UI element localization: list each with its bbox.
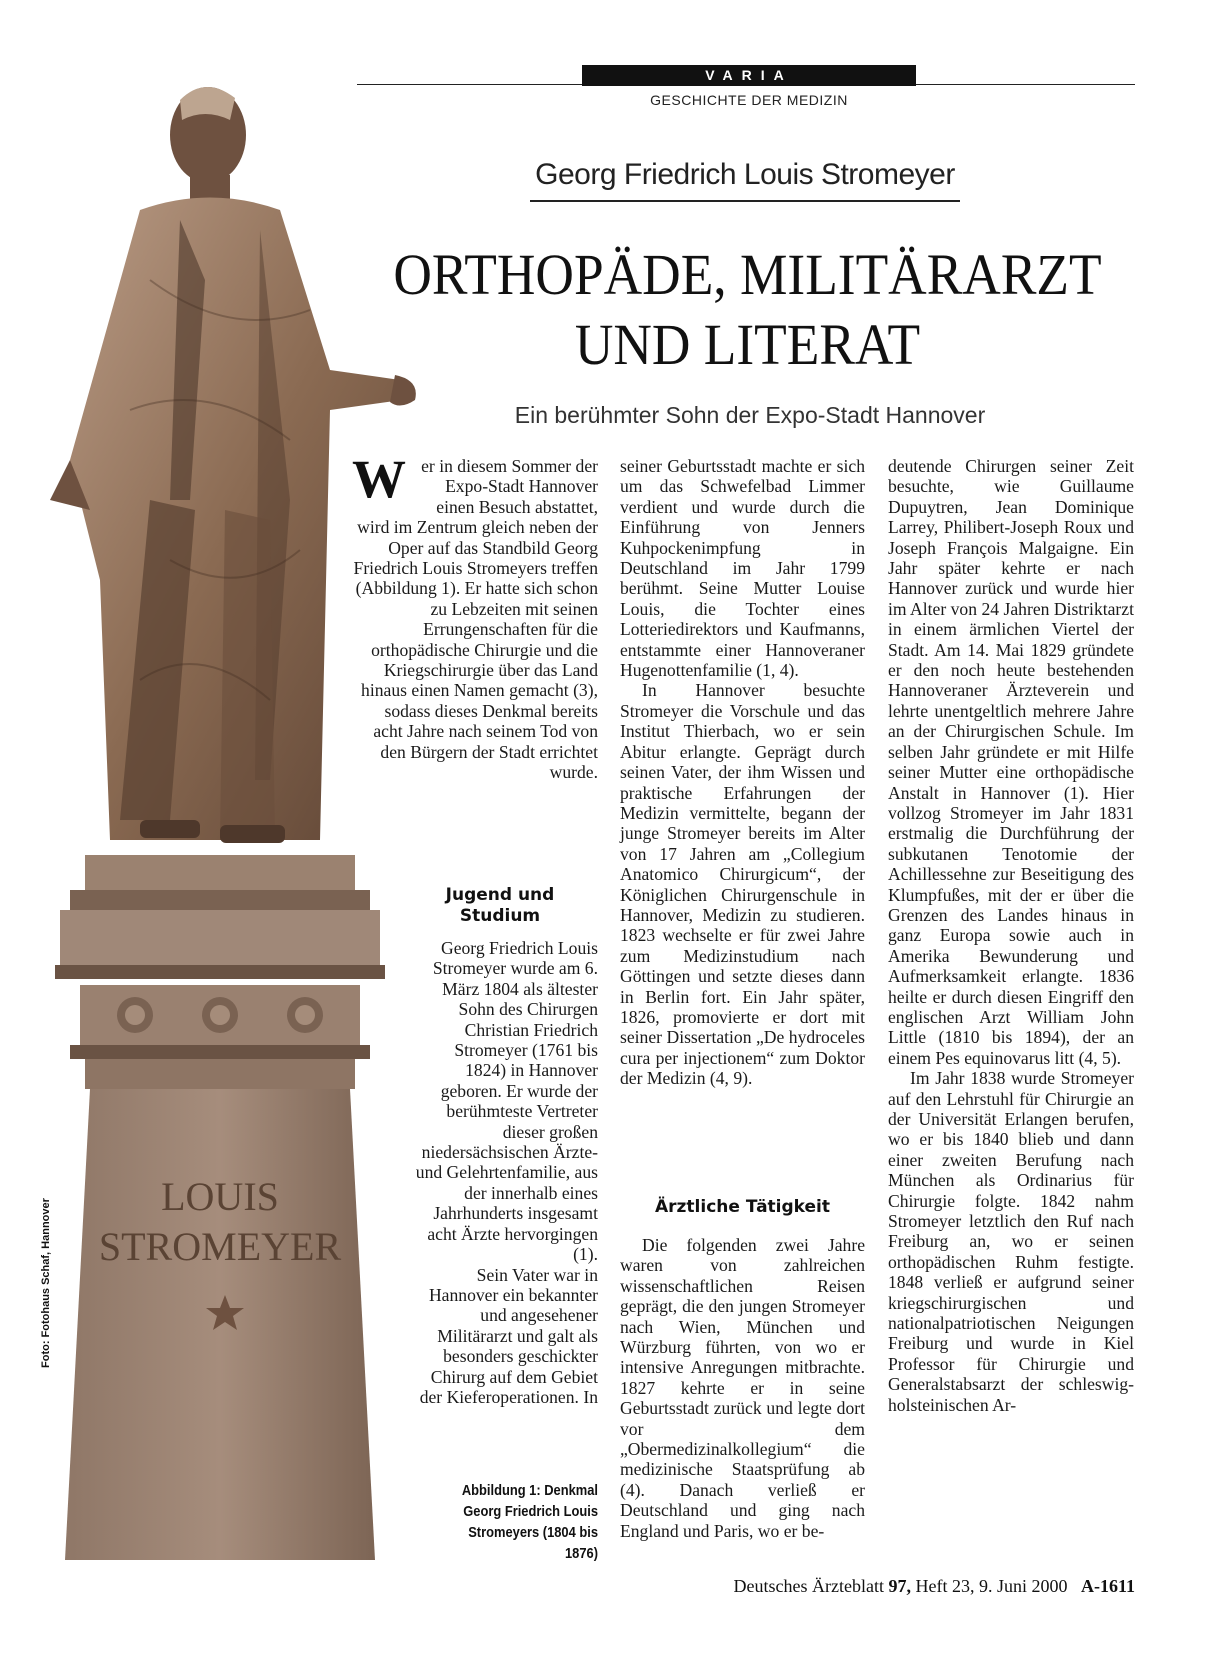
pedestal-inscription-line2: STROMEYER (98, 1224, 342, 1269)
paragraph: Sein Vater war in Hannover ein bekannter und angesehener Militärarzt und galt als besonders geschickter Chirurg auf dem Gebiet der Kieferoperationen. In (419, 1264, 598, 1407)
page-footer (600, 1576, 1135, 1597)
subheading-line-2: Studium (459, 906, 541, 926)
column-1-lower (410, 938, 598, 1407)
figure-caption: Abbildung 1: Denkmal Georg Friedrich Louis Stromeyers (1804 bis 1876) (461, 1482, 598, 1562)
journal-name: Deutsches Ärzteblatt (733, 1576, 884, 1596)
paragraph-text: er in diesem Sommer der Expo-Stadt Hannover einen Besuch abstattet, wird im Zentrum gleich neben der Oper auf das Standbild Georg Friedrich Louis Stromeyers treffen (Abbildung 1). Er hatte sich schon zu Lebzeiten mit seinen Errungenschaften für die orthopädische Chirurgie und die Kriegschirurgie über das Land hinaus einen Namen gemacht (3), sodass dieses Denkmal bereits acht Jahre nach seinem Tod von den Bürgern der Stadt errichtet wurde. (353, 456, 598, 783)
headline-line-2: UND LITERAT (574, 312, 921, 377)
paragraph: In Hannover besuchte Stromeyer die Vorschule und das Institut Thierbach, wo er sein Abitur erlangte. Geprägt durch seinen Vater, der ihm Wissen und praktische Erfahrungen der Medizin vermittelte, begann der junge Stromeyer bereits im Alter von 17 Jahren am „Collegium Anatomico Chirurgicum“, der Königlichen Chirurgenschule in Hannover, Medizin zu studieren. 1823 wechselte er für zwei Jahre zum Medizinstudium nach Göttingen und setzte dieses dann in Berlin fort. Ein Jahr später, 1826, promovierte er dort mit seiner Dissertation „De hydroceles cura per injectionem“ zum Doktor der Medizin (4, 9). (620, 680, 865, 1089)
column-1-intro (352, 449, 598, 783)
paragraph: Die folgenden zwei Jahre waren von zahlreichen wissenschaftlichen Reisen geprägt, die den jungen Stromeyer nach Wien, München und Würzburg führten, von wo er intensive Anregungen mitbrachte. 1827 kehrte er in seine Geburtsstadt zurück und legte dort vor dem „Obermedizinalkollegium“ die medizinische Staatsprüfung ab (4). Danach verließ er Deutschland und ging nach England und Paris, wo er be- (620, 1235, 865, 1541)
pedestal-inscription-line1: LOUIS (161, 1174, 279, 1219)
kicker-rule (530, 200, 960, 202)
column-3 (888, 456, 1134, 1415)
paragraph: Im Jahr 1838 wurde Stromeyer auf den Lehrstuhl für Chirurgie an der Universität Erlangen berufen, wo er bis 1840 blieb und dann einer zweiten Berufung nach München als Ordinarius für Chirurgie folgte. 1842 nahm Stromeyer letztlich den Ruf nach Freiburg an, wo er seinen orthopädischen Ruhm festigte. 1848 verließ er aufgrund seiner kriegschirurgischen und nationalpatriotischen Neigungen Freiburg und wurde in Kiel Professor für Chirurgie und Generalstabsarzt der schleswig-holsteinischen Ar- (888, 1068, 1134, 1415)
section-label: GESCHICHTE DER MEDIZIN (650, 92, 848, 108)
subheading-aerztliche-taetigkeit: Ärztliche Tätigkeit (654, 1197, 830, 1217)
subheading-jugend (410, 885, 590, 927)
page-number: A-1611 (1081, 1576, 1135, 1596)
journal-volume: 97, (888, 1576, 911, 1596)
section-bar: VARIA (582, 65, 916, 86)
journal-issue: Heft 23, 9. Juni 2000 (915, 1576, 1068, 1596)
paragraph: deutende Chirurgen seiner Zeit besuchte, wie Guillaume Dupuytren, Jean Dominique Larrey, Philibert-Joseph Roux und Joseph François Malgaigne. Ein Jahr später kehrte er nach Hannover zurück und wurde hier im Alter von 24 Jahren Distriktarzt in einem ärmlichen Viertel der Stadt. Am 14. Mai 1829 gründete er den noch heute bestehenden Hannoveraner Ärzteverein und lehrte unentgeltlich mehrere Jahre an der Chirurgischen Schule. Im selben Jahr gründete er mit Hilfe seiner Mutter eine orthopädische Anstalt in Hannover (1). Hier vollzog Stromeyer im Jahr 1831 erstmalig die Durchführung der subkutanen Tenotomie der Achillessehne zur Beseitigung des Klumpfußes, mit der er über die Grenzen des Landes hinaus in ganz Europa sowie auch in Amerika Bewunderung und Aufmerksamkeit erlangte. 1836 heilte er durch diesen Eingriff den englischen Arzt William John Little (1810 bis 1894), der an einem Pes equinovarus litt (4, 5). (888, 456, 1134, 1068)
paragraph: Georg Friedrich Louis Stromeyer wurde am 6. März 1804 als ältester Sohn des Chirurgen Christian Friedrich Stromeyer (1761 bis 1824) in Hannover geboren. Er wurde der berühmteste Vertreter dieser großen niedersächsischen Ärzte- und Gelehrtenfamilie, aus der innerhalb eines Jahrhunderts insgesamt acht Ärzte hervorgingen (1). (415, 938, 598, 1265)
paragraph: seiner Geburtsstadt machte er sich um das Schwefelbad Limmer verdient und wurde durch die Einführung von Jenners Kuhpockenimpfung in Deutschland im Jahr 1799 berühmt. Seine Mutter Louise Louis, die Tochter eines Lotteriedirektors und Kaufmanns, entstammte einer Hannoveraner Hugenottenfamilie (1, 4). (620, 456, 865, 681)
column-2 (620, 456, 865, 1089)
article-kicker: Georg Friedrich Louis Stromeyer (535, 158, 955, 191)
article-subtitle: Ein berühmter Sohn der Expo-Stadt Hannover (514, 402, 986, 428)
drop-cap: W (352, 449, 406, 509)
headline-line-1: ORTHOPÄDE, MILITÄRARZT (393, 242, 1102, 307)
photo-credit: Foto: Fotohaus Schaf, Hannover (40, 1198, 52, 1368)
article-headline (386, 240, 1108, 380)
pedestal (55, 855, 385, 1560)
subheading-line-1: Jugend und (445, 885, 555, 905)
paragraph (352, 449, 598, 783)
column-2-lower (620, 1235, 865, 1541)
